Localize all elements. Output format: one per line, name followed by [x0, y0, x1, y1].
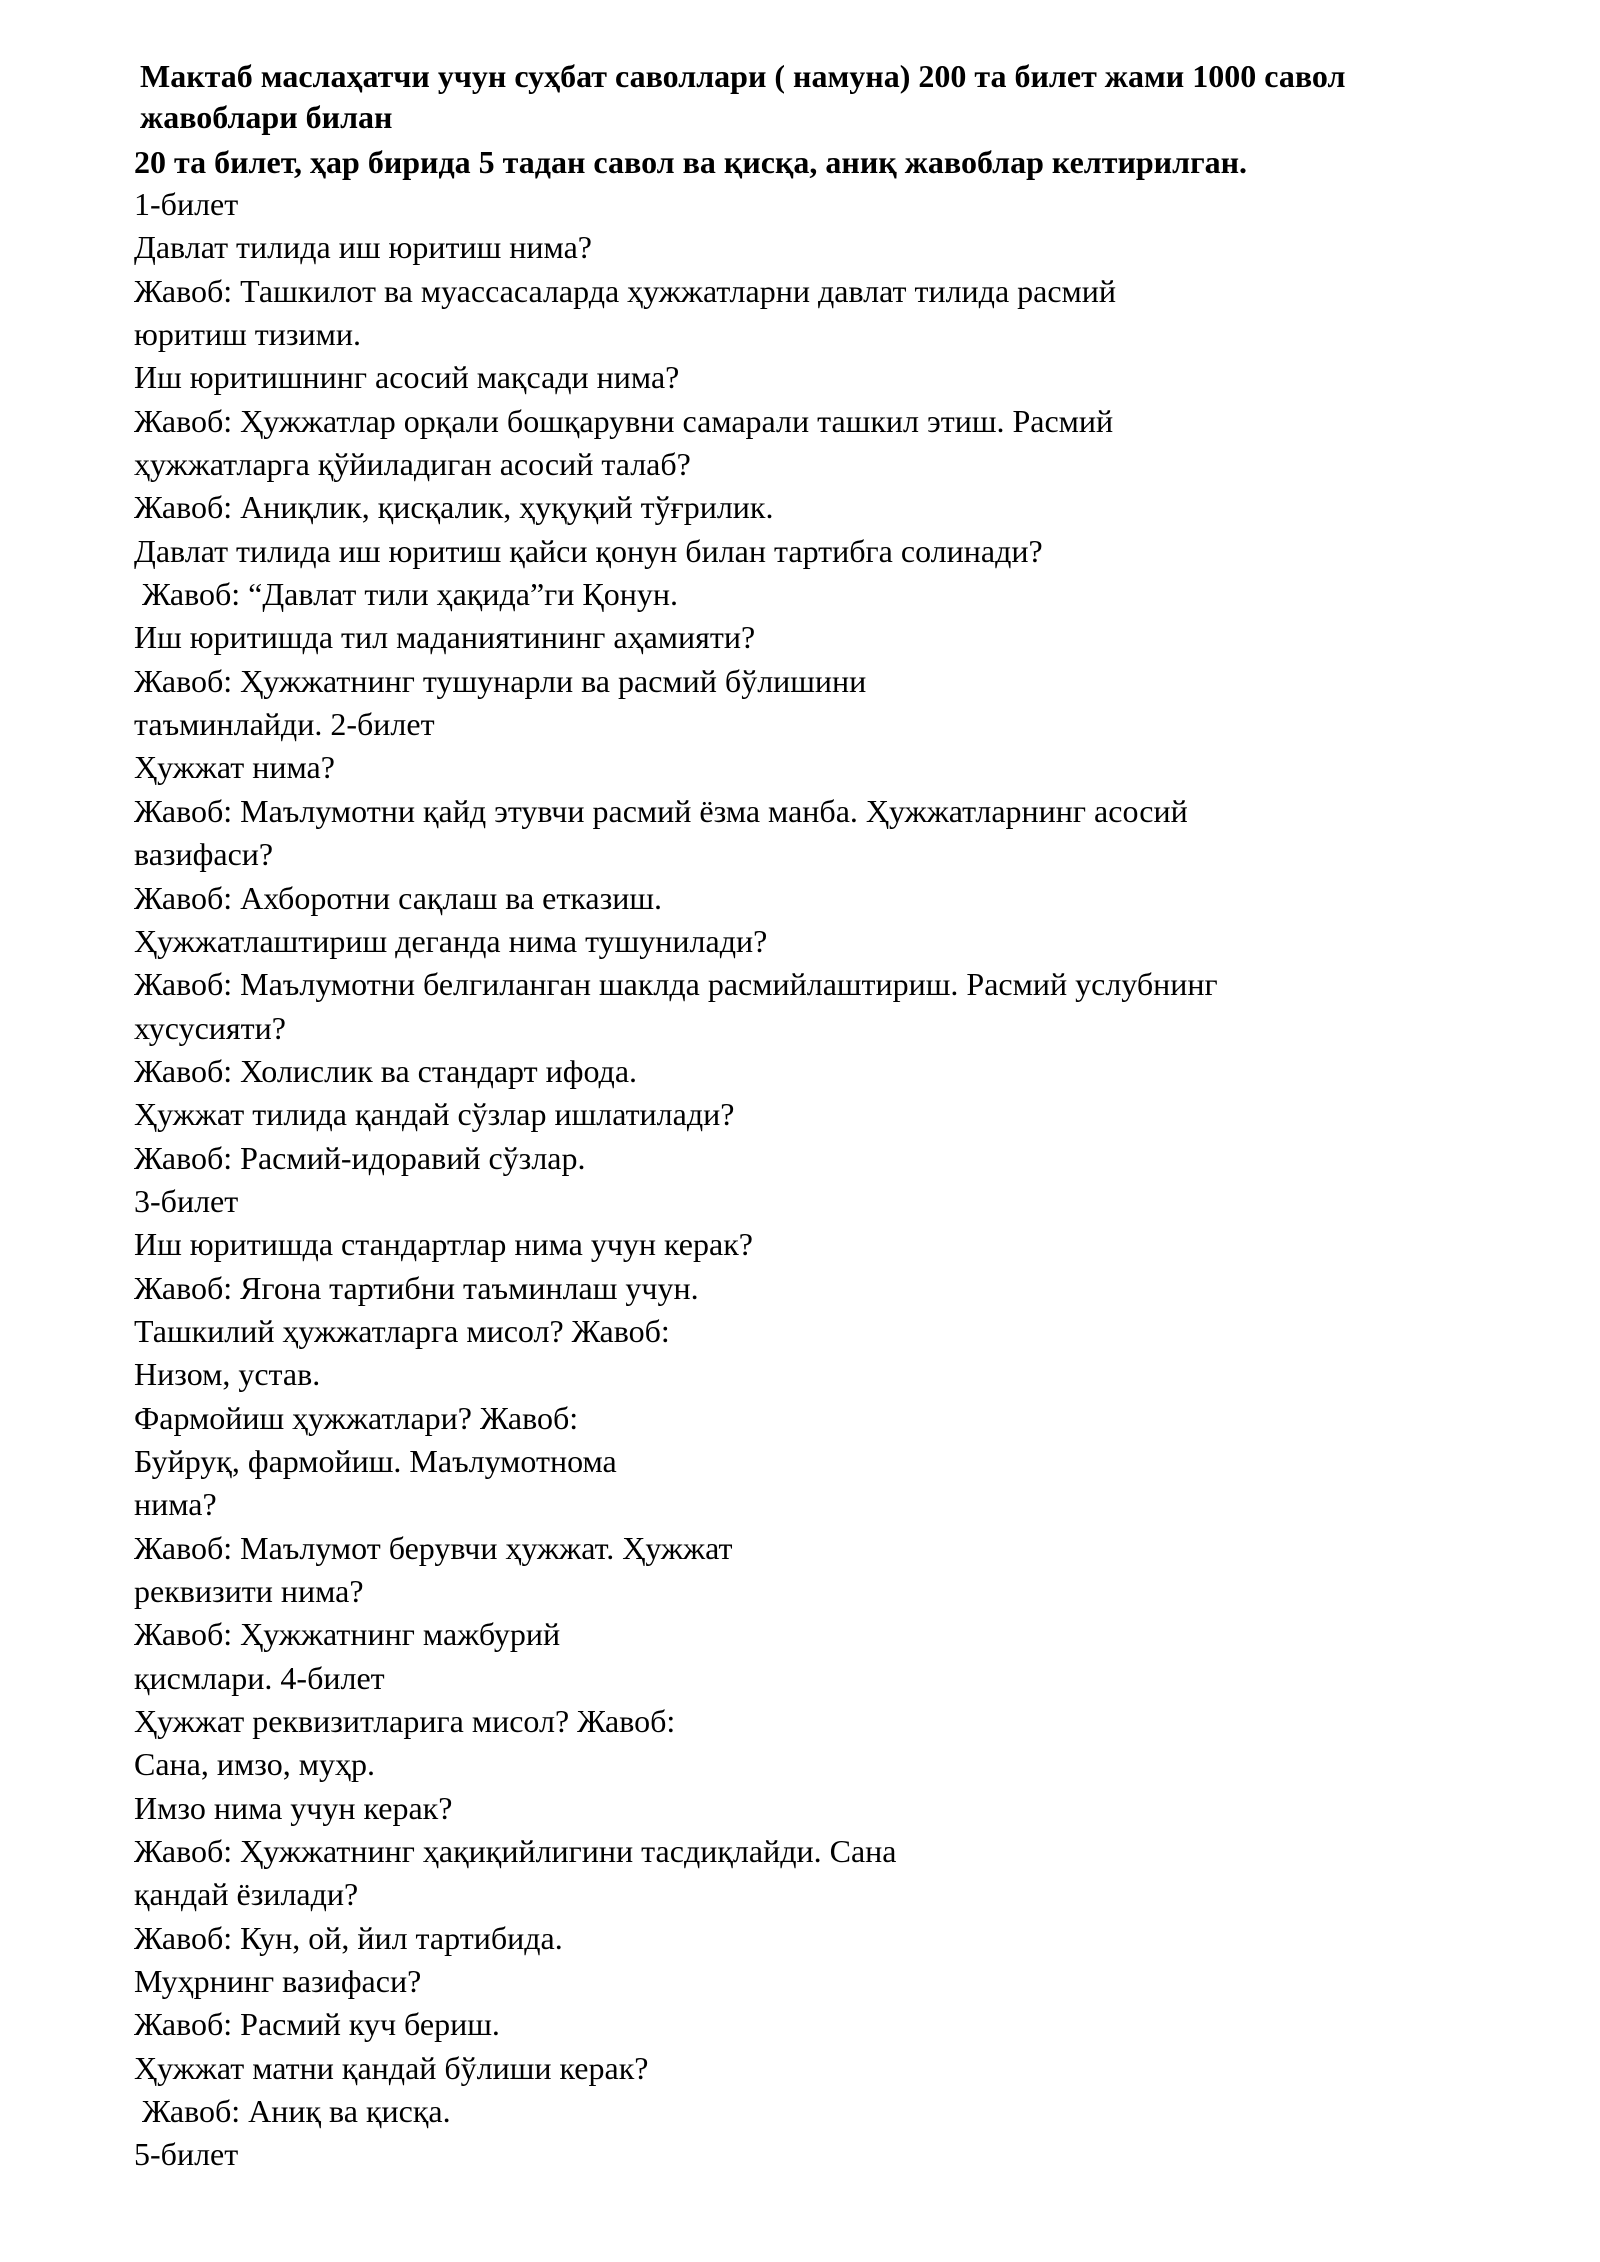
text-line: 3-билет [134, 1182, 239, 1219]
text-line: Жавоб: Расмий куч бериш. [134, 2006, 500, 2043]
text-line: Жавоб: Аниқлик, қисқалик, ҳуқуқий тўғрилик. [134, 489, 774, 526]
text-line: Жавоб: Ҳужжатлар орқали бошқарувни самарали ташкил этиш. Расмий [134, 402, 1114, 439]
document-body [134, 183, 1534, 2177]
text-line: Ташкилий ҳужжатларга мисол? Жавоб: [134, 1312, 670, 1349]
text-line: таъминлайди. 2-билет [134, 706, 435, 743]
text-line: Фармойиш ҳужжатлари? Жавоб: [134, 1399, 579, 1436]
text-line: қандай ёзилади? [134, 1876, 359, 1913]
text-line: 1-билет [134, 186, 239, 222]
text-line: юритиш тизими. [134, 316, 362, 353]
document-title: Мактаб маслаҳатчи учун суҳбат саволлари ( намуна) 200 та билет жами 1000 савол жавоблари билан [140, 58, 1346, 135]
text-line: Иш юритишда тил маданиятининг аҳамияти? [134, 619, 756, 656]
text-line: Жавоб: Кун, ой, йил тартибида. [134, 1919, 563, 1956]
text-line: Жавоб: Аниқ ва қисқа. [134, 2093, 451, 2130]
text-line: Иш юритишда стандартлар нима учун керак? [134, 1226, 753, 1263]
text-line: нима? [134, 1486, 217, 1523]
text-line: Жавоб: Маълумотни белгиланган шаклда расмийлаштириш. Расмий услубнинг [134, 966, 1218, 1003]
text-line: Жавоб: Расмий-идоравий сўзлар. [134, 1139, 586, 1176]
text-line: вазифаси? [134, 836, 274, 873]
text-line: Давлат тилида иш юритиш қайси қонун билан тартибга солинади? [134, 532, 1043, 569]
text-line: Ҳужжат нима? [134, 749, 335, 786]
text-line: Ҳужжат реквизитларига мисол? Жавоб: [134, 1703, 676, 1740]
text-line: Буйруқ, фармойиш. Маълумотнома [134, 1442, 617, 1479]
text-line: Жавоб: Ташкилот ва муассасаларда ҳужжатларни давлат тилида расмий [134, 272, 1117, 309]
text-line: Ҳужжатлаштириш деганда нима тушунилади? [134, 922, 768, 959]
text-line: Жавоб: Ахборотни сақлаш ва етказиш. [134, 879, 663, 916]
document-subtitle: 20 та билет, ҳар бирида 5 тадан савол ва қисқа, аниқ жавоблар келтирилган. [134, 144, 1248, 180]
text-line: Жавоб: Ягона тартибни таъминлаш учун. [134, 1269, 699, 1306]
text-line: Жавоб: Ҳужжатнинг ҳақиқийлигини тасдиқлайди. Сана [134, 1833, 897, 1870]
text-line: Сана, имзо, муҳр. [134, 1746, 375, 1783]
text-line: Жавоб: Холислик ва стандарт ифода. [134, 1052, 638, 1089]
text-line: хусусияти? [134, 1009, 286, 1046]
text-line: Имзо нима учун керак? [134, 1789, 453, 1826]
text-line: ҳужжатларга қўйиладиган асосий талаб? [134, 446, 691, 483]
text-line: Давлат тилида иш юритиш нима? [134, 229, 592, 266]
text-line: Жавоб: Маълумот берувчи ҳужжат. Ҳужжат [134, 1529, 733, 1566]
text-line: Муҳрнинг вазифаси? [134, 1963, 422, 2000]
text-line: Низом, устав. [134, 1356, 321, 1393]
text-line: Жавоб: “Давлат тили ҳақида”ги Қонун. [134, 576, 678, 613]
text-line: реквизити нима? [134, 1573, 364, 1609]
text-line: Ҳужжат тилида қандай сўзлар ишлатилади? [134, 1096, 735, 1133]
text-line: 5-билет [134, 2136, 239, 2173]
text-line: қисмлари. 4-билет [134, 1659, 385, 1696]
text-line: Ҳужжат матни қандай бўлиши керак? [134, 2049, 649, 2086]
text-line: Жавоб: Маълумотни қайд этувчи расмий ёзма манба. Ҳужжатларнинг асосий [134, 792, 1188, 829]
text-line: Жавоб: Ҳужжатнинг мажбурий [134, 1616, 561, 1653]
text-line: Жавоб: Ҳужжатнинг тушунарли ва расмий бўлишини [134, 662, 867, 699]
text-line: Иш юритишнинг асосий мақсади нима? [134, 359, 680, 396]
document-page [134, 56, 1534, 2177]
